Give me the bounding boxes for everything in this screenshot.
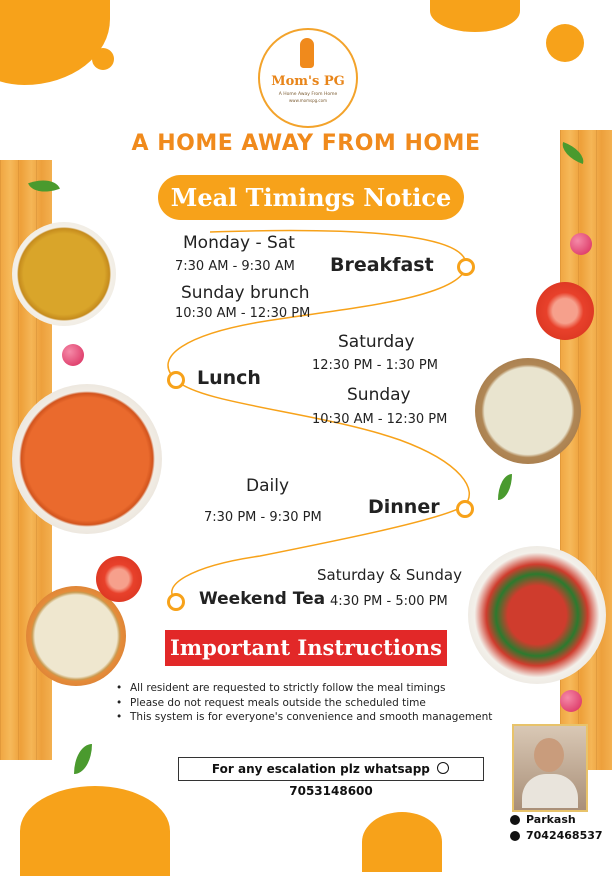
contact-name: Parkash — [526, 813, 576, 826]
lunch-day-saturday: Saturday — [338, 332, 415, 352]
lunch-time-saturday: 12:30 PM - 1:30 PM — [312, 358, 438, 373]
page-title: Meal Timings Notice — [158, 175, 464, 220]
person-icon — [510, 815, 520, 825]
weekend-tea-time: 4:30 PM - 5:00 PM — [330, 594, 448, 609]
timeline-node — [167, 371, 185, 389]
dinner-time: 7:30 PM - 9:30 PM — [204, 510, 322, 525]
escalation-label: For any escalation plz whatsapp — [211, 762, 430, 776]
logo-tagline: A Home Away From Home — [278, 92, 338, 97]
breakfast-time-weekday: 7:30 AM - 9:30 AM — [175, 259, 295, 274]
contact-phone[interactable]: 7042468537 — [526, 829, 603, 842]
page-tagline: A HOME AWAY FROM HOME — [131, 131, 481, 156]
breakfast-time-sunday: 10:30 AM - 12:30 PM — [175, 306, 311, 321]
escalation-box — [178, 757, 484, 798]
breakfast-day-weekday: Monday - Sat — [183, 233, 295, 253]
dinner-day: Daily — [246, 476, 290, 496]
timeline-node — [167, 593, 185, 611]
lunch-time-sunday: 10:30 AM - 12:30 PM — [312, 412, 448, 427]
logo-name: Mom's PG — [271, 74, 345, 89]
lunch-day-sunday: Sunday — [347, 385, 411, 405]
instructions-heading: Important Instructions — [165, 630, 447, 666]
contact-photo — [512, 724, 588, 812]
breakfast-day-sunday: Sunday brunch — [181, 283, 310, 303]
weekend-tea-label: Weekend Tea — [199, 589, 326, 609]
instruction-item: • All resident are requested to strictly follow the meal timings — [130, 682, 446, 694]
instruction-item: • Please do not request meals outside the scheduled time — [130, 697, 426, 709]
whatsapp-icon — [437, 762, 449, 774]
dinner-label: Dinner — [368, 496, 440, 518]
instruction-item: • This system is for everyone's convenience and smooth management — [130, 711, 492, 723]
lunch-label: Lunch — [197, 367, 261, 389]
escalation-phone[interactable]: 7053148600 — [289, 784, 373, 798]
timeline-node — [457, 258, 475, 276]
weekend-tea-day: Saturday & Sunday — [317, 566, 462, 584]
timeline-node — [456, 500, 474, 518]
avatar — [522, 774, 578, 808]
avatar — [534, 738, 564, 772]
breakfast-label: Breakfast — [330, 254, 434, 276]
phone-icon — [510, 831, 520, 841]
logo-url: www.momspg.com — [289, 98, 327, 103]
